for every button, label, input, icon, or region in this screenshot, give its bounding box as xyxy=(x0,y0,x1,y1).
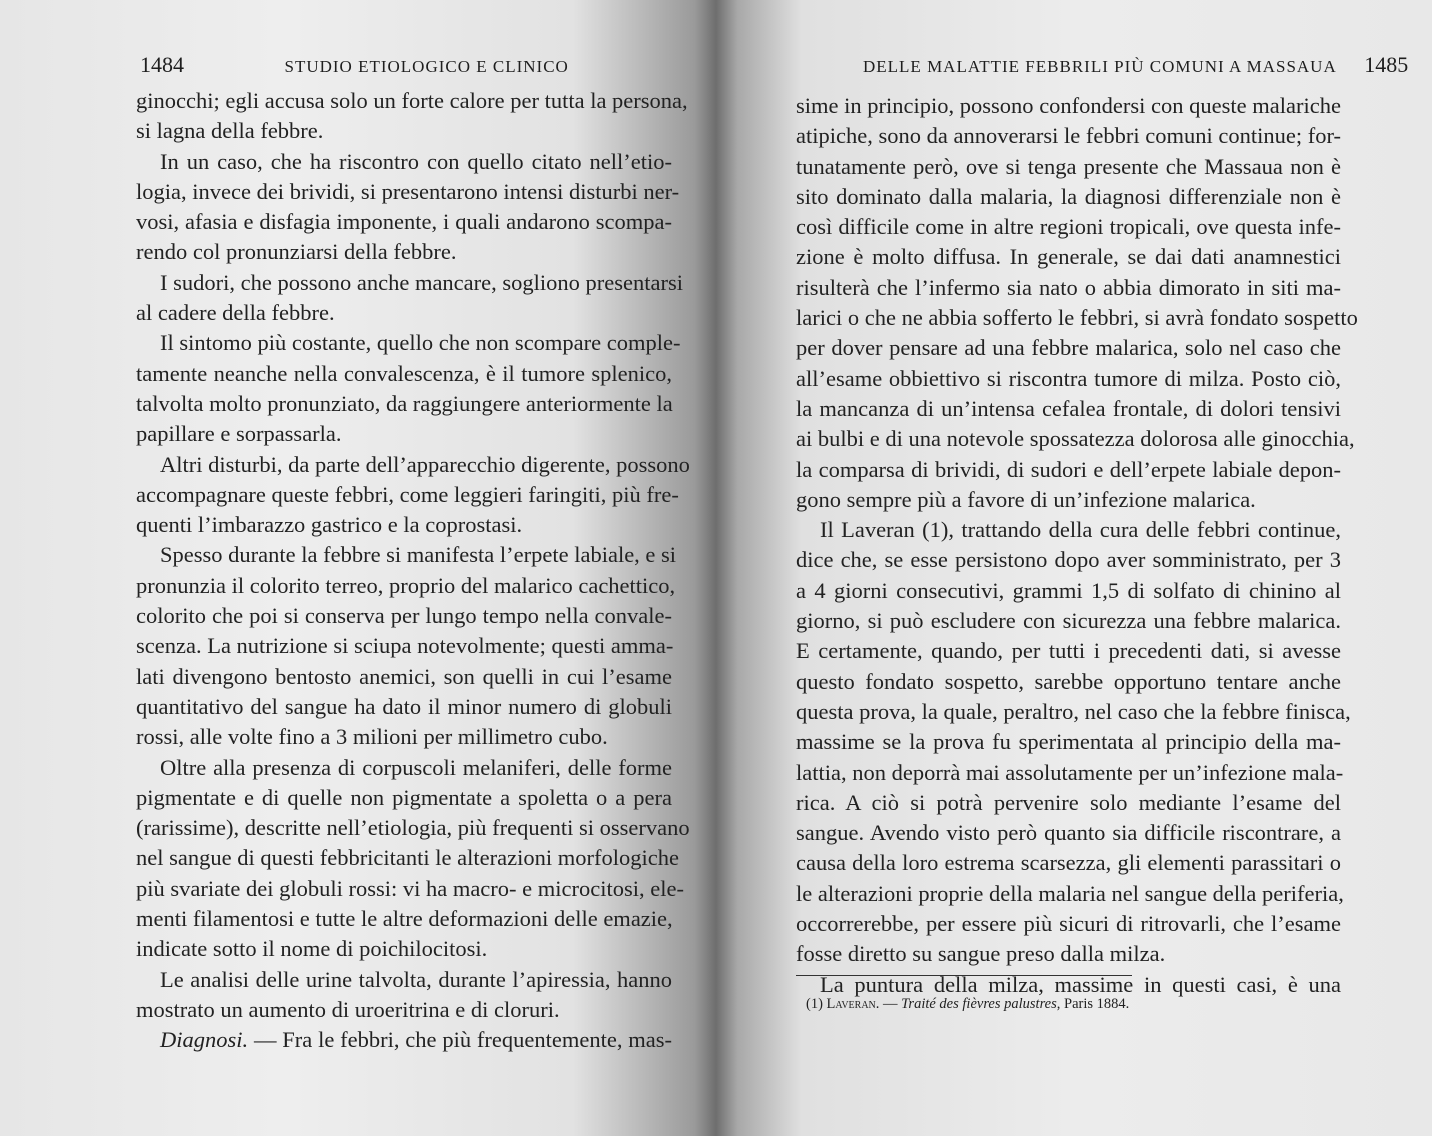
text-line: E certamente, quando, per tutti i precedenti dati, si avesse xyxy=(796,638,1341,664)
text-line: Il Laveran (1), trattando della cura delle febbri continue, xyxy=(820,517,1341,543)
text-line: così difficile come in altre regioni tropicali, ove questa infe- xyxy=(796,214,1341,240)
text-line: La puntura della milza, massime in questi casi, è una xyxy=(820,971,1341,997)
text-line: sito dominato dalla malaria, la diagnosi differenziale non è xyxy=(796,183,1341,209)
text-line: zione è molto diffusa. In generale, se dai dati anamnestici xyxy=(796,244,1341,270)
right-page-number: 1485 xyxy=(1364,52,1409,77)
diagnosi-text: — Fra le febbri, che più frequentemente, mas- xyxy=(248,1027,672,1053)
text-line: mostrato un aumento di uroeritrina e di cloruri. xyxy=(136,996,560,1022)
footnote-rule xyxy=(796,975,1132,976)
left-page-number: 1484 xyxy=(140,52,184,77)
text-line: talvolta molto pronunziato, da raggiungere anteriormente la xyxy=(136,390,673,416)
footnote-dash: — xyxy=(879,996,902,1012)
text-line: vosi, afasia e disfagia imponente, i quali andarono scompa- xyxy=(136,209,672,235)
text-line: per dover pensare ad una febbre malarica, solo nel caso che xyxy=(796,335,1341,361)
left-page-header xyxy=(140,52,569,78)
text-line: Oltre alla presenza di corpuscoli melaniferi, delle forme xyxy=(160,754,672,780)
right-page-header xyxy=(863,52,1408,78)
text-line: colorito che poi si conserva per lungo tempo nella convale- xyxy=(136,603,672,629)
text-line: logia, invece dei brividi, si presentarono intensi disturbi ner- xyxy=(136,178,680,204)
text-line: ai bulbi e di una notevole spossatezza dolorosa alle ginocchia, xyxy=(796,426,1355,452)
text-line: larici o che ne abbia sofferto le febbri, si avrà fondato sospetto xyxy=(796,305,1358,331)
text-line: a 4 giorni consecutivi, grammi 1,5 di solfato di chinino al xyxy=(796,577,1341,603)
text-line: le alterazioni proprie della malaria nel sangue della periferia, xyxy=(796,880,1344,906)
text-line: pigmentate e di quelle non pigmentate a spoletta o a pera xyxy=(136,784,672,810)
text-line: quantitativo del sangue ha dato il minor numero di globuli xyxy=(136,693,672,719)
text-line: (rarissime), descritte nell’etiologia, più frequenti si osservano xyxy=(136,815,690,841)
text-line: gono sempre più a favore di un’infezione malarica. xyxy=(796,486,1256,512)
text-line: risulterà che l’infermo sia nato o abbia dimorato in siti ma- xyxy=(796,274,1341,300)
text-line: nel sangue di questi febbricitanti le alterazioni morfologiche xyxy=(136,845,679,871)
text-line: tamente neanche nella convalescenza, è il tumore splenico, xyxy=(136,360,672,386)
text-line: causa della loro estrema scarsezza, gli elementi parassitari o xyxy=(796,850,1341,876)
text-line: I sudori, che possono anche mancare, sogliono presentarsi xyxy=(160,269,683,295)
text-line: si lagna della febbre. xyxy=(136,118,324,144)
text-line: scenza. La nutrizione si sciupa notevolmente; questi amma- xyxy=(136,633,674,659)
right-body-text xyxy=(796,91,1358,1000)
right-running-head: DELLE MALATTIE FEBBRILI PIÙ COMUNI A MASSAUA xyxy=(863,57,1336,76)
text-line: ginocchi; egli accusa solo un forte calore per tutta la persona, xyxy=(136,88,688,113)
text-line: la mancanza di un’intensa cefalea frontale, di dolori tensivi xyxy=(796,395,1341,421)
footnote-marker: (1) xyxy=(806,996,827,1012)
text-line: papillare e sorpassarla. xyxy=(136,421,342,447)
diagnosi-line xyxy=(136,1025,672,1055)
text-line: questo fondato sospetto, sarebbe opportuno tentare anche xyxy=(796,668,1341,694)
footnote-author: Laveran. xyxy=(826,996,880,1012)
text-line: sime in principio, possono confondersi con queste malariche xyxy=(796,93,1341,118)
text-line: giorno, si può escludere con sicurezza una febbre malarica. xyxy=(796,608,1341,634)
text-line: questa prova, la quale, peraltro, nel caso che la febbre finisca, xyxy=(796,698,1351,724)
text-line: In un caso, che ha riscontro con quello citato nell’etio- xyxy=(160,148,672,174)
text-line: indicate sotto il nome di poichilocitosi. xyxy=(136,936,488,962)
text-line: Le analisi delle urine talvolta, durante l’apiressia, hanno xyxy=(160,966,672,992)
text-line: la comparsa di brividi, di sudori e dell’erpete labiale depon- xyxy=(796,456,1341,482)
text-line: tunatamente però, ove si tenga presente che Massaua non è xyxy=(796,153,1341,179)
text-line: fosse diretto su sangue preso dalla milza. xyxy=(796,941,1166,967)
text-line: rica. A ciò si potrà pervenire solo mediante l’esame del xyxy=(796,789,1341,815)
text-line: dice che, se esse persistono dopo aver somministrato, per 3 xyxy=(796,547,1341,573)
text-line: quenti l’imbarazzo gastrico e la coprostasi. xyxy=(136,512,523,538)
text-line: Il sintomo più costante, quello che non scompare comple- xyxy=(160,330,681,356)
footnote-rest: , Paris 1884. xyxy=(1056,996,1130,1012)
text-line: atipiche, sono da annoverarsi le febbri comuni continue; for- xyxy=(796,123,1341,149)
text-line: lattia, non deporrà mai assolutamente per un’infezione mala- xyxy=(796,759,1344,785)
footnote-title: Traité des fièvres palustres xyxy=(901,996,1057,1012)
footnote xyxy=(806,996,1129,1013)
text-line: Spesso durante la febbre si manifesta l’erpete labiale, e si xyxy=(160,542,677,568)
left-body-text xyxy=(136,86,690,1056)
text-line: Altri disturbi, da parte dell’apparecchio digerente, possono xyxy=(160,451,690,477)
diagnosi-label: Diagnosi. xyxy=(160,1027,249,1053)
text-line: accompagnare queste febbri, come leggieri faringiti, più fre- xyxy=(136,481,679,507)
text-line: pronunzia il colorito terreo, proprio del malarico cachettico, xyxy=(136,572,676,598)
text-line: sangue. Avendo visto però quanto sia difficile riscontrare, a xyxy=(796,820,1341,846)
text-line: massime se la prova fu sperimentata al principio della ma- xyxy=(796,729,1341,755)
left-running-head: STUDIO ETIOLOGICO E CLINICO xyxy=(284,57,569,76)
text-line: più svariate dei globuli rossi: vi ha macro- e microcitosi, ele- xyxy=(136,875,684,901)
text-line: rendo col pronunziarsi della febbre. xyxy=(136,239,457,265)
text-line: al cadere della febbre. xyxy=(136,300,335,326)
text-line: occorrerebbe, per essere più sicuri di ritrovarli, che l’esame xyxy=(796,911,1341,937)
text-line: rossi, alle volte fino a 3 milioni per millimetro cubo. xyxy=(136,724,608,750)
text-line: lati divengono bentosto anemici, son quelli in cui l’esame xyxy=(136,663,672,689)
text-line: menti filamentosi e tutte le altre deformazioni delle emazie, xyxy=(136,906,673,932)
text-line: all’esame obbiettivo si riscontra tumore di milza. Posto ciò, xyxy=(796,365,1341,391)
